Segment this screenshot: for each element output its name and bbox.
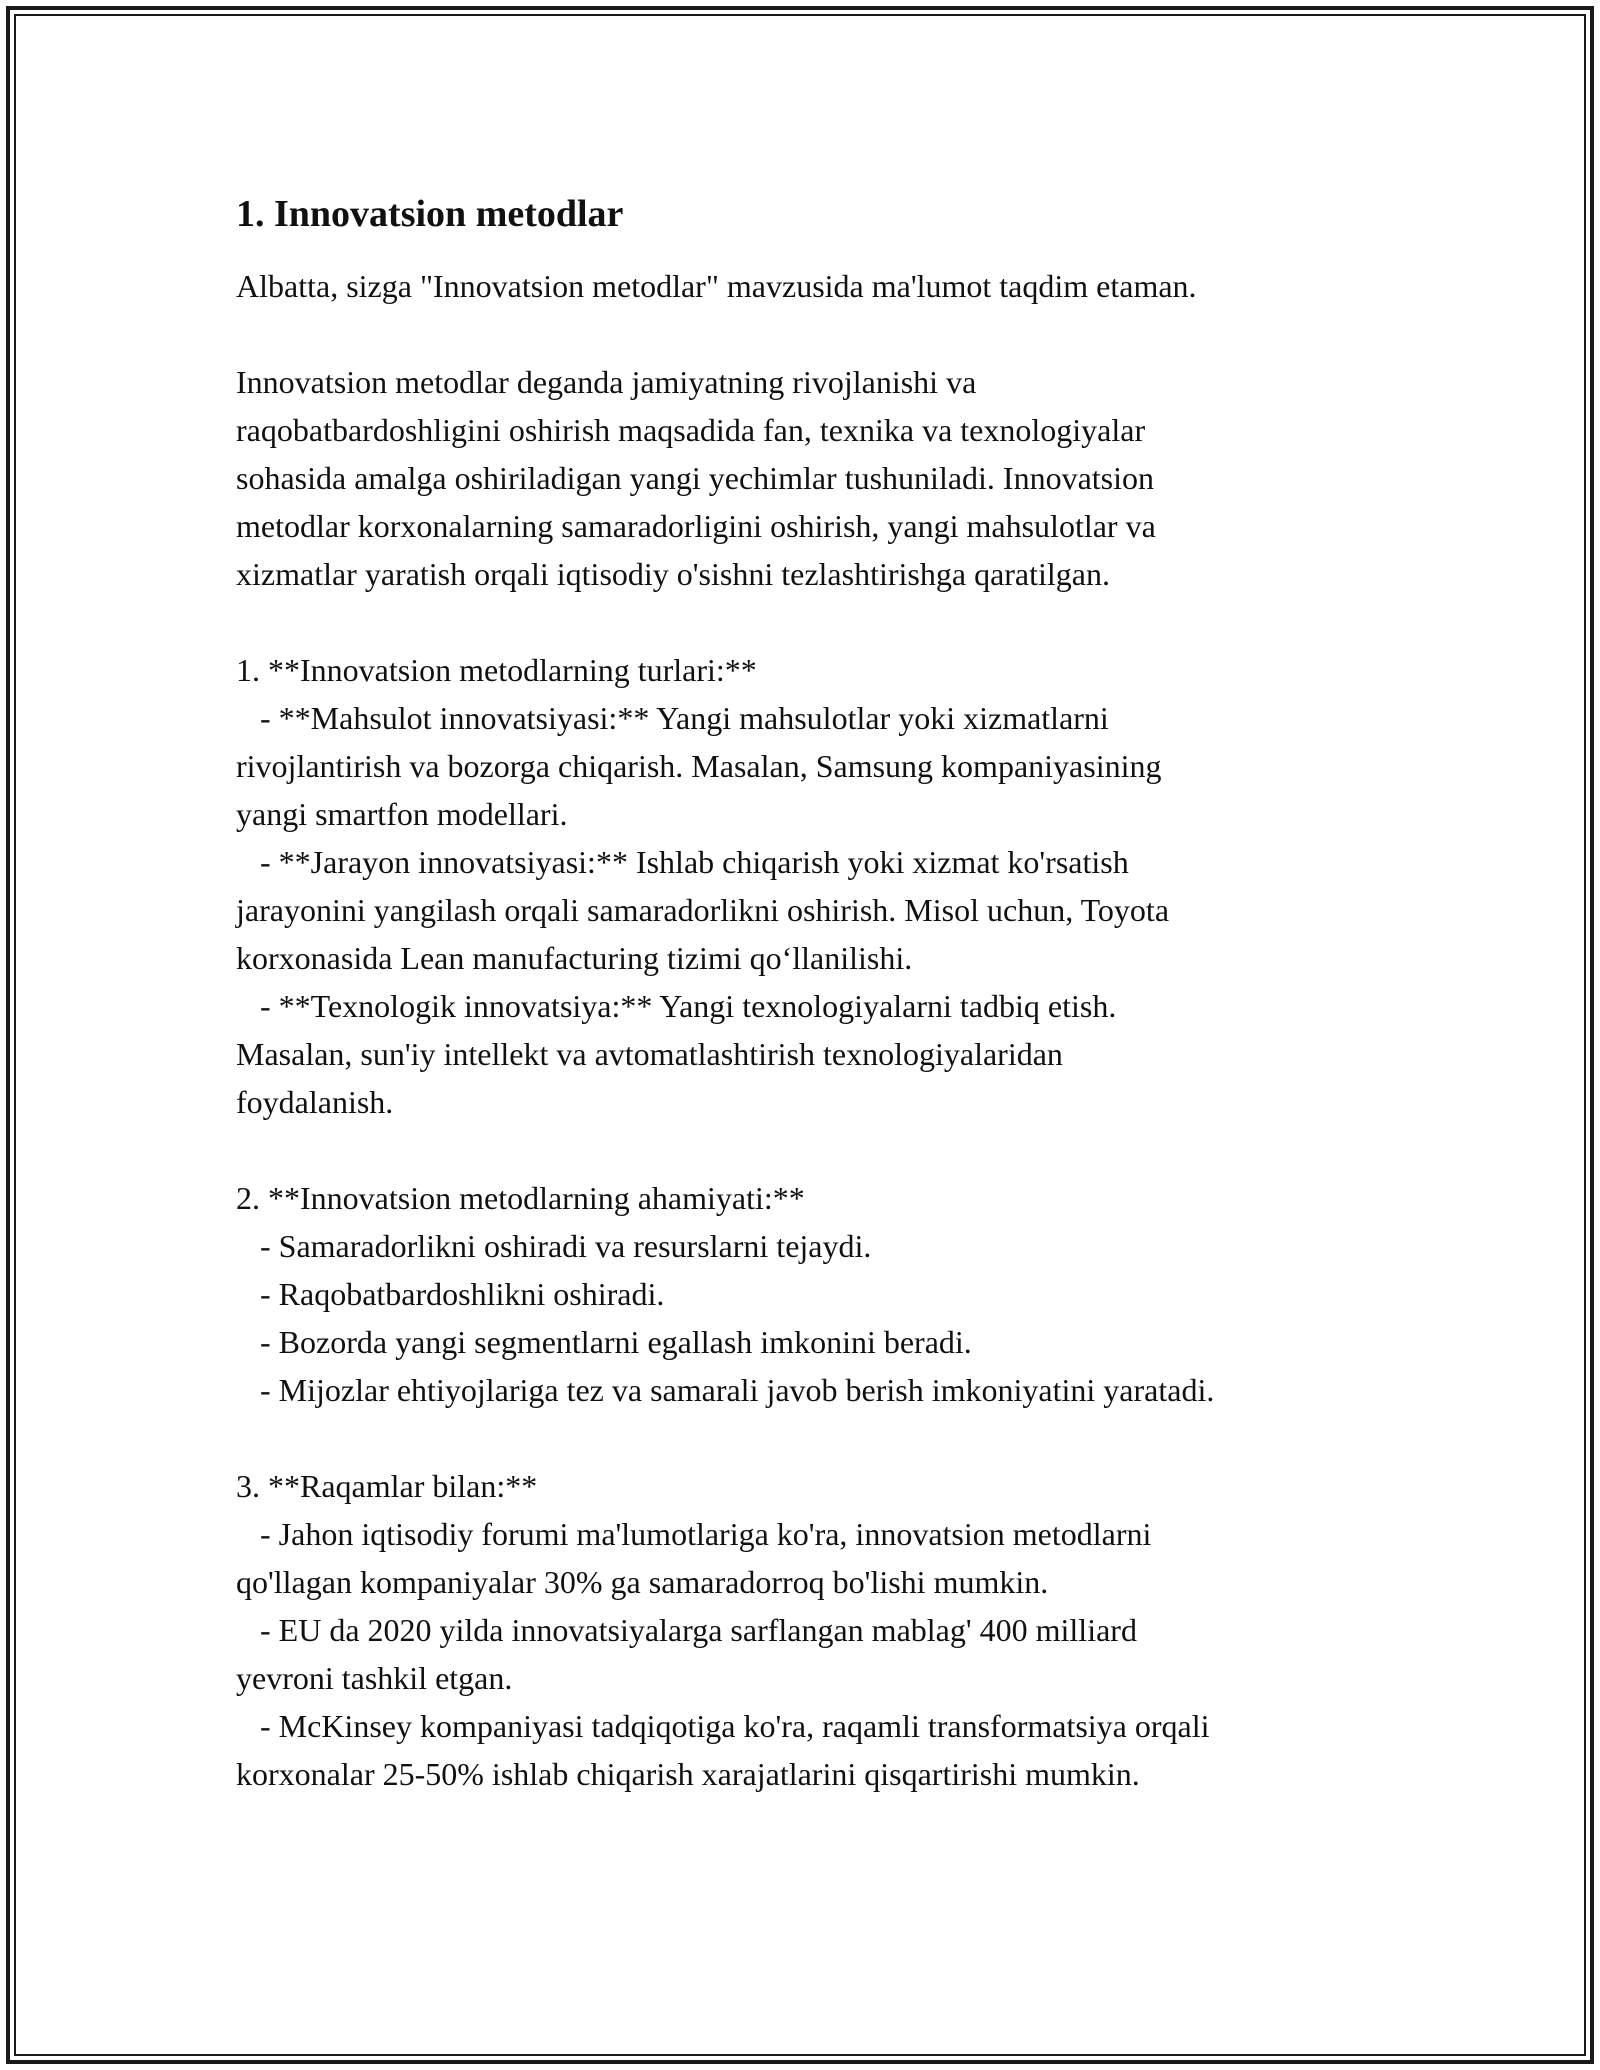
section-line: jarayonini yangilash orqali samaradorlikni oshirish. Misol uchun, Toyota — [236, 892, 1170, 928]
section-title: 2. **Innovatsion metodlarning ahamiyati:** — [236, 1180, 805, 1216]
section-line: - Mijozlar ehtiyojlariga tez va samarali javob berish imkoniyatini yaratadi. — [236, 1372, 1215, 1408]
paragraph-line: metodlar korxonalarning samaradorligini oshirish, yangi mahsulotlar va — [236, 508, 1156, 544]
intro-text: Albatta, sizga "Innovatsion metodlar" mavzusida ma'lumot taqdim etaman. — [236, 268, 1197, 304]
paragraph-line: xizmatlar yaratish orqali iqtisodiy o'sishni tezlashtirishga qaratilgan. — [236, 556, 1110, 592]
section-types — [236, 646, 1376, 1126]
section-line: - Samaradorlikni oshiradi va resurslarni tejaydi. — [236, 1228, 872, 1264]
section-line: Masalan, sun'iy intellekt va avtomatlashtirish texnologiyalaridan — [236, 1036, 1063, 1072]
section-line: korxonalar 25-50% ishlab chiqarish xarajatlarini qisqartirishi mumkin. — [236, 1756, 1140, 1792]
section-line: rivojlantirish va bozorga chiqarish. Masalan, Samsung kompaniyasining — [236, 748, 1162, 784]
section-line: yangi smartfon modellari. — [236, 796, 568, 832]
paragraph-line: Innovatsion metodlar deganda jamiyatning rivojlanishi va — [236, 364, 977, 400]
definition-paragraph — [236, 358, 1376, 598]
section-numbers — [236, 1462, 1376, 1798]
paragraph-line: raqobatbardoshligini oshirish maqsadida fan, texnika va texnologiyalar — [236, 412, 1146, 448]
section-line: - Raqobatbardoshlikni oshiradi. — [236, 1276, 665, 1312]
section-line: - Bozorda yangi segmentlarni egallash imkonini beradi. — [236, 1324, 972, 1360]
section-line: - **Jarayon innovatsiyasi:** Ishlab chiqarish yoki xizmat ko'rsatish — [236, 844, 1129, 880]
section-importance — [236, 1174, 1376, 1414]
section-line: - EU da 2020 yilda innovatsiyalarga sarflangan mablag' 400 milliard — [236, 1612, 1137, 1648]
section-line: - **Texnologik innovatsiya:** Yangi texnologiyalarni tadbiq etish. — [236, 988, 1117, 1024]
section-line: - Jahon iqtisodiy forumi ma'lumotlariga ko'ra, innovatsion metodlarni — [236, 1516, 1152, 1552]
section-line: - **Mahsulot innovatsiyasi:** Yangi mahsulotlar yoki xizmatlarni — [236, 700, 1109, 736]
section-line: foydalanish. — [236, 1084, 394, 1120]
section-line: korxonasida Lean manufacturing tizimi qo‘llanilishi. — [236, 940, 913, 976]
section-line: - McKinsey kompaniyasi tadqiqotiga ko'ra, raqamli transformatsiya orqali — [236, 1708, 1210, 1744]
document-page — [236, 188, 1376, 1798]
section-line: yevroni tashkil etgan. — [236, 1660, 513, 1696]
paragraph-line: sohasida amalga oshiriladigan yangi yechimlar tushuniladi. Innovatsion — [236, 460, 1155, 496]
document-heading: 1. Innovatsion metodlar — [236, 193, 624, 235]
section-title: 1. **Innovatsion metodlarning turlari:** — [236, 652, 757, 688]
section-line: qo'llagan kompaniyalar 30% ga samaradorroq bo'lishi mumkin. — [236, 1564, 1049, 1600]
section-title: 3. **Raqamlar bilan:** — [236, 1468, 538, 1504]
